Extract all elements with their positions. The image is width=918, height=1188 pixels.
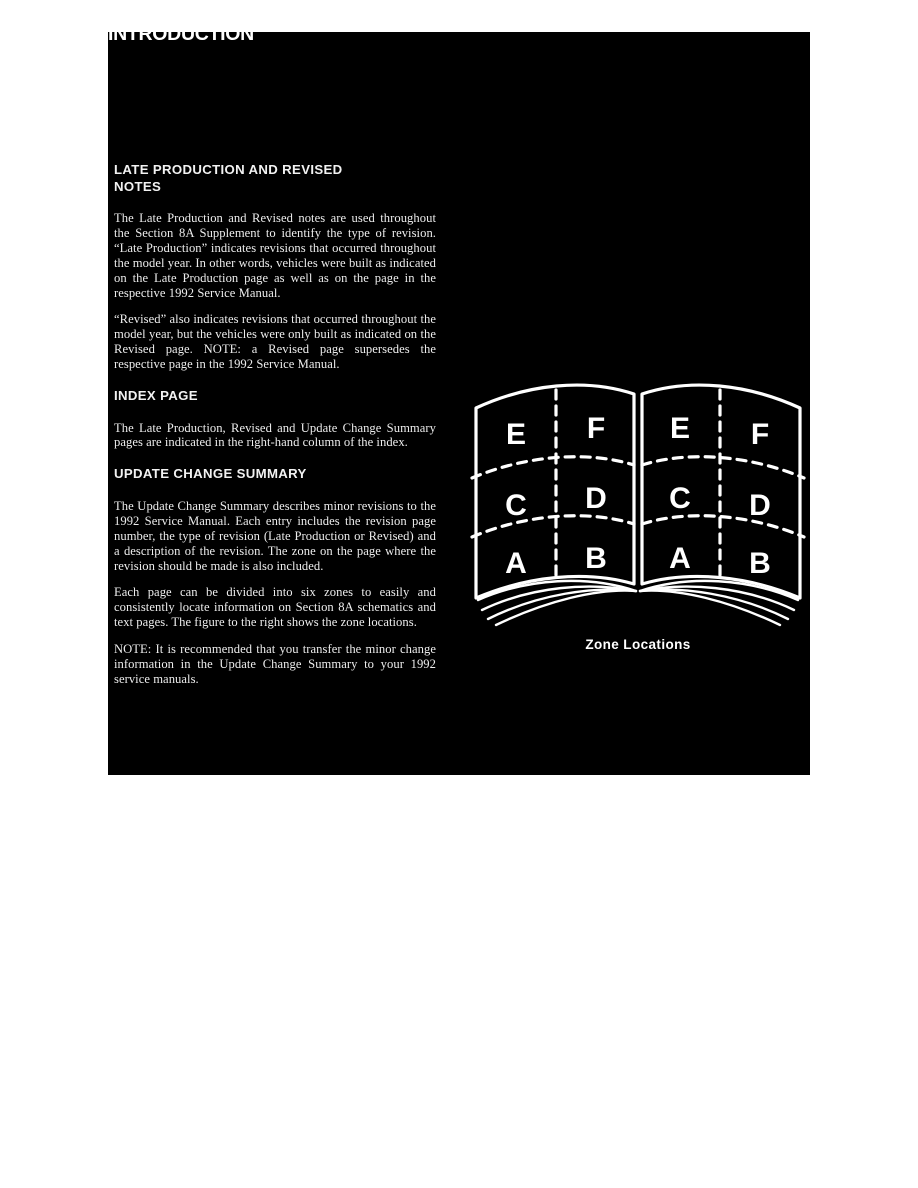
section-heading-update-change-summary: UPDATE CHANGE SUMMARY [114, 466, 307, 482]
zone-letter-left-d: D [585, 482, 607, 515]
section-heading-index-page: INDEX PAGE [114, 388, 198, 404]
paragraph-transfer-note: NOTE: It is recommended that you transfer the minor change information in the Update Change Summary to your 1992 service manuals. [114, 642, 436, 686]
open-book-icon [468, 372, 808, 627]
zone-letter-right-e: E [669, 412, 691, 445]
paragraph-late-production-notes: The Late Production and Revised notes are used throughout the Section 8A Supplement to identify the type of revision. “Late Production” indicates revisions that occurred throughout the model year. In other words, vehicles were built as indicated on the Late Production page as well as on the page in the respective 1992 Service Manual. [114, 211, 436, 300]
zone-letter-right-d: D [749, 489, 771, 522]
zone-letter-left-c: C [505, 489, 527, 522]
section-index-page [114, 388, 436, 450]
zone-letter-left-a: A [505, 547, 527, 580]
right-page-horizontal-divider-2 [642, 516, 804, 537]
figure-caption: Zone Locations [585, 637, 691, 652]
page-title: INTRODUCTION [108, 23, 254, 45]
zone-letter-left-f: F [586, 412, 606, 445]
zone-letter-right-c: C [669, 482, 691, 515]
left-page-horizontal-divider-1 [472, 457, 634, 478]
paragraph-revised-notes: “Revised” also indicates revisions that occurred throughout the model year, but the vehicles were only built as indicated on the Revised page. NOTE: a Revised page supersedes the respective page in the 1992 Service Manual. [114, 312, 436, 372]
paragraph-index-page: The Late Production, Revised and Update Change Summary pages are indicated in the right-hand column of the index. [114, 420, 436, 450]
section-heading-late-production: LATE PRODUCTION AND REVISED [114, 162, 343, 177]
book-leaf-edges [478, 581, 798, 625]
text-column [114, 162, 436, 687]
section-heading-notes: NOTES [114, 178, 162, 194]
paragraph-update-summary-describes: The Update Change Summary describes minor revisions to the 1992 Service Manual. Each entry includes the revision page number, the type of revision (Late Production or Revised) and a description of the revision. The zone on the page where the revision should be made is also included. [114, 498, 436, 573]
zone-letter-right-b: B [749, 547, 771, 580]
zone-letter-left-b: B [585, 542, 607, 575]
zone-locations-figure [468, 372, 808, 672]
section-late-production [114, 162, 436, 372]
left-page-horizontal-divider-2 [472, 516, 634, 537]
zone-letter-right-a: A [669, 542, 691, 575]
zone-letter-right-f: F [750, 418, 770, 451]
zone-letter-left-e: E [505, 418, 527, 451]
right-page-horizontal-divider-1 [642, 457, 804, 478]
scanned-page-panel [108, 32, 810, 775]
paragraph-six-zones: Each page can be divided into six zones to easily and consistently locate information on Section 8A schematics and text pages. The figure to the right shows the zone locations. [114, 585, 436, 630]
section-update-change-summary [114, 466, 436, 686]
